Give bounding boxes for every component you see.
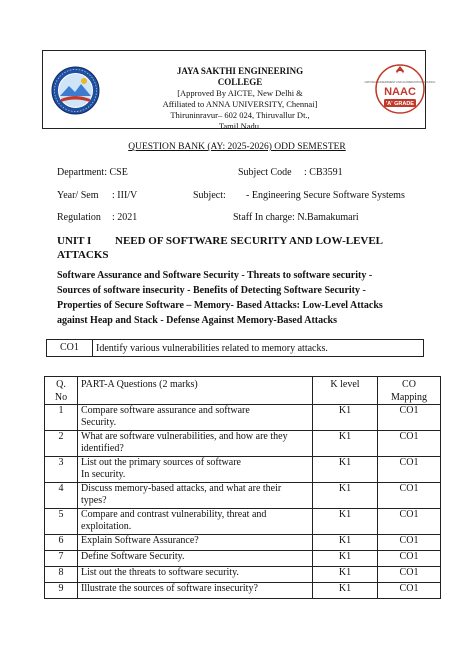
co-mapping: CO1 bbox=[378, 405, 441, 431]
question-number: 6 bbox=[45, 535, 78, 551]
table-row bbox=[45, 483, 441, 509]
question-number: 8 bbox=[45, 567, 78, 583]
address-line2: Tamil Nadu. bbox=[218, 121, 262, 131]
header-k-level: K level bbox=[313, 377, 378, 405]
table-row bbox=[45, 583, 441, 599]
k-level: K1 bbox=[313, 405, 378, 431]
question-bank-title: QUESTION BANK (AY: 2025-2026) ODD SEMESTER bbox=[128, 142, 346, 152]
year-value: : III/V bbox=[112, 190, 138, 201]
table-row bbox=[45, 405, 441, 431]
question-number: 1 bbox=[45, 405, 78, 431]
subject-code-value: : CB3591 bbox=[304, 167, 343, 178]
course-outcome-divider bbox=[92, 339, 93, 357]
naac-grade: 'A' GRADE bbox=[386, 101, 414, 107]
question-text: List out the threats to software security. bbox=[78, 567, 313, 583]
co-mapping: CO1 bbox=[378, 551, 441, 567]
table-row bbox=[45, 535, 441, 551]
naac-text: NAAC bbox=[384, 86, 416, 98]
co-mapping: CO1 bbox=[378, 483, 441, 509]
question-number: 5 bbox=[45, 509, 78, 535]
approval-line2: Affiliated to ANNA UNIVERSITY, Chennai] bbox=[162, 99, 318, 109]
k-level: K1 bbox=[313, 509, 378, 535]
table-row bbox=[45, 509, 441, 535]
k-level: K1 bbox=[313, 583, 378, 599]
header-question: PART-A Questions (2 marks) bbox=[78, 377, 313, 405]
subject-code-label: Subject Code bbox=[238, 167, 292, 178]
syllabus-line: Software Assurance and Software Security - Threats to software security - bbox=[57, 270, 373, 281]
co-mapping: CO1 bbox=[378, 457, 441, 483]
year-label: Year/ Sem bbox=[57, 190, 99, 201]
syllabus-line: Sources of software insecurity - Benefits of Detecting Software Security - bbox=[57, 285, 366, 296]
question-number: 3 bbox=[45, 457, 78, 483]
college-name-line2: COLLEGE bbox=[217, 77, 263, 87]
subject-label: Subject: bbox=[193, 190, 226, 201]
staff-in-charge: Staff In charge: N.Bamakumari bbox=[233, 212, 359, 223]
course-outcome-id: CO1 bbox=[60, 342, 79, 353]
k-level: K1 bbox=[313, 551, 378, 567]
address-line1: Thiruninravur– 602 024, Thiruvallur Dt., bbox=[170, 110, 310, 120]
table-header-row bbox=[45, 377, 441, 405]
questions-table bbox=[44, 376, 441, 599]
table-row bbox=[45, 431, 441, 457]
syllabus-line: against Heap and Stack - Defense Against Memory-Based Attacks bbox=[57, 315, 337, 326]
co-mapping: CO1 bbox=[378, 583, 441, 599]
question-number: 9 bbox=[45, 583, 78, 599]
question-text: List out the primary sources of software In security. bbox=[78, 457, 313, 483]
unit-syllabus bbox=[57, 268, 429, 328]
question-text: Define Software Security. bbox=[78, 551, 313, 567]
header-question-number: Q. No bbox=[45, 377, 78, 405]
unit-heading bbox=[57, 234, 427, 262]
table-row bbox=[45, 457, 441, 483]
table-row bbox=[45, 551, 441, 567]
table-row bbox=[45, 567, 441, 583]
co-mapping: CO1 bbox=[378, 431, 441, 457]
question-text: Explain Software Assurance? bbox=[78, 535, 313, 551]
regulation-value: : 2021 bbox=[112, 212, 138, 223]
question-text: Compare software assurance and software Security. bbox=[78, 405, 313, 431]
k-level: K1 bbox=[313, 567, 378, 583]
co-mapping: CO1 bbox=[378, 509, 441, 535]
question-text: Discuss memory-based attacks, and what are their types? bbox=[78, 483, 313, 509]
header-co-mapping: CO Mapping bbox=[378, 377, 441, 405]
question-text: Compare and contrast vulnerability, threat and exploitation. bbox=[78, 509, 313, 535]
regulation-label: Regulation bbox=[57, 212, 101, 223]
question-text: Illustrate the sources of software insecurity? bbox=[78, 583, 313, 599]
subject-value: - Engineering Secure Software Systems bbox=[246, 190, 405, 201]
course-outcome-text: Identify various vulnerabilities related to memory attacks. bbox=[96, 343, 328, 354]
unit-title-line1: NEED OF SOFTWARE SECURITY AND LOW-LEVEL bbox=[115, 235, 384, 247]
unit-title-line2: ATTACKS bbox=[57, 249, 109, 261]
question-number: 7 bbox=[45, 551, 78, 567]
co-mapping: CO1 bbox=[378, 567, 441, 583]
k-level: K1 bbox=[313, 431, 378, 457]
co-mapping: CO1 bbox=[378, 535, 441, 551]
department: Department: CSE bbox=[57, 167, 128, 178]
college-logo bbox=[51, 66, 100, 115]
naac-logo bbox=[364, 62, 436, 116]
college-info bbox=[140, 66, 340, 132]
naac-top-text: NATIONAL ASSESSMENT AND ACCREDITATION COUNCIL bbox=[364, 81, 436, 84]
k-level: K1 bbox=[313, 483, 378, 509]
syllabus-line: Properties of Secure Software – Memory- Based Attacks: Low-Level Attacks bbox=[57, 300, 383, 311]
approval-line1: [Approved By AICTE, New Delhi & bbox=[177, 88, 303, 98]
question-text: What are software vulnerabilities, and how are they identified? bbox=[78, 431, 313, 457]
k-level: K1 bbox=[313, 457, 378, 483]
k-level: K1 bbox=[313, 535, 378, 551]
college-name: JAYA SAKTHI ENGINEERING bbox=[176, 66, 304, 76]
question-number: 2 bbox=[45, 431, 78, 457]
question-number: 4 bbox=[45, 483, 78, 509]
unit-number: UNIT I bbox=[57, 235, 92, 247]
